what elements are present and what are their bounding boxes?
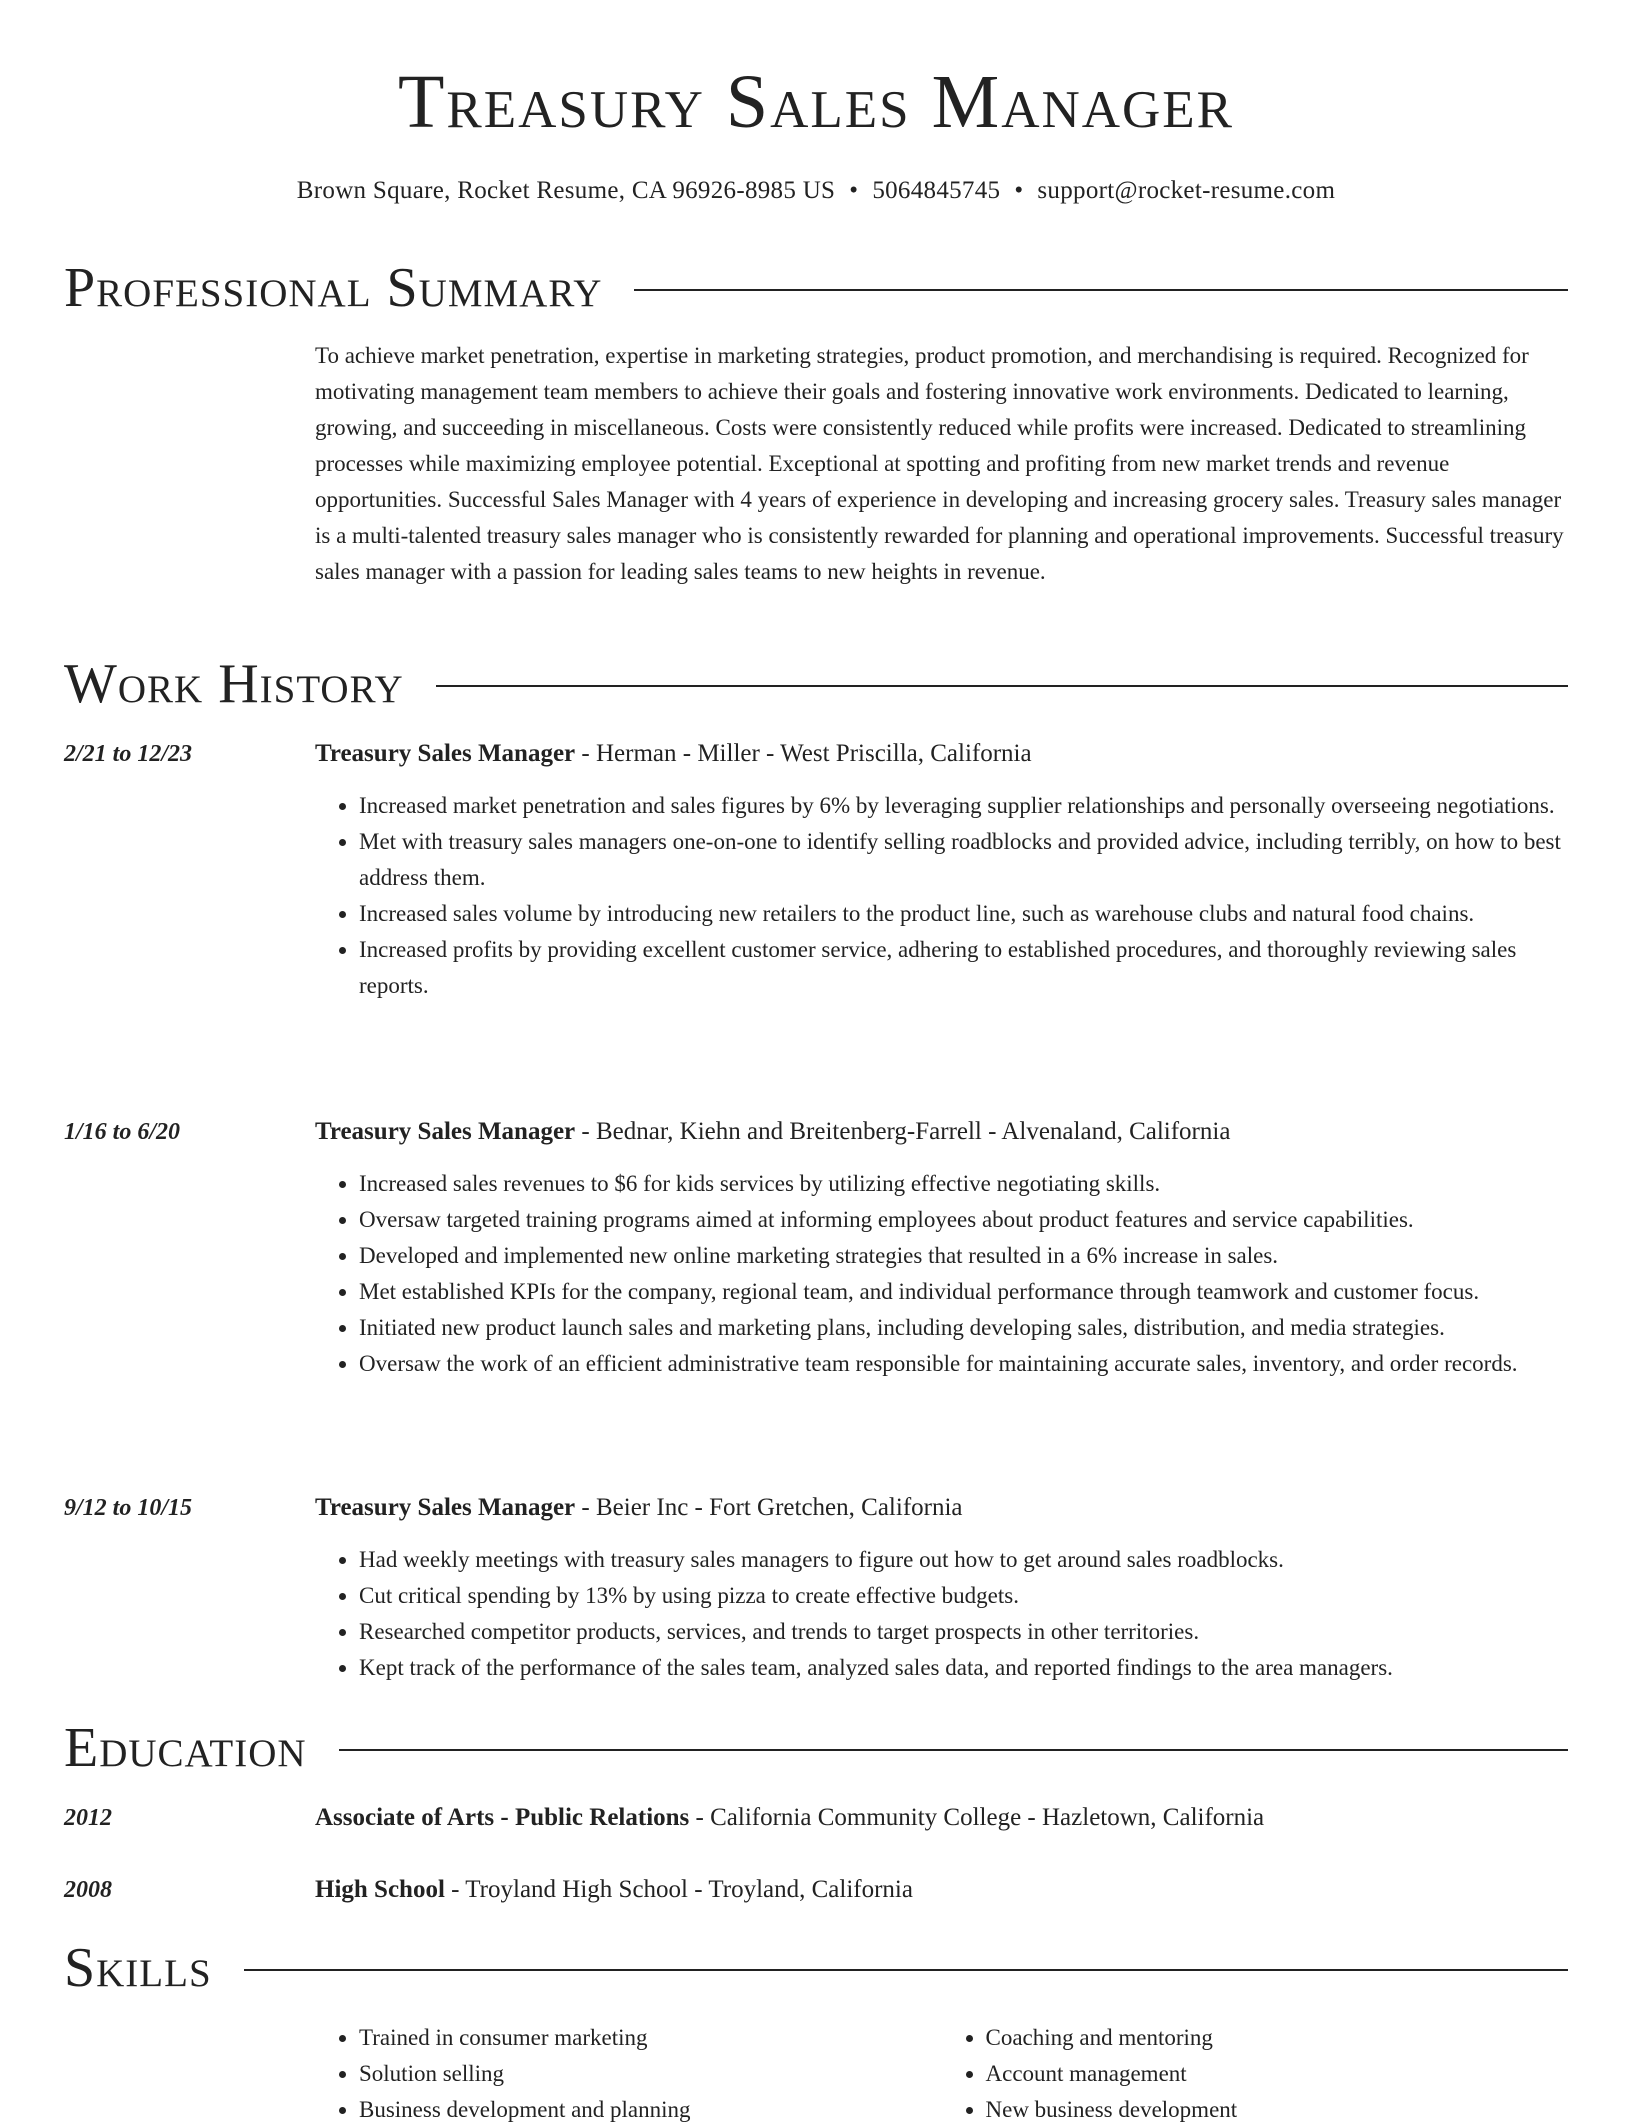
education-degree: High School	[315, 1876, 445, 1903]
list-item: • Met established KPIs for the company, regional team, and individual performance through teamwork and customer focus.	[359, 1274, 1568, 1310]
job-dates: 2/21 to 12/23	[64, 741, 193, 767]
contact-separator: •	[1014, 177, 1024, 204]
skill-item: • Account management	[986, 2056, 1569, 2092]
education-entry	[315, 1872, 1568, 1908]
section-heading-work-history	[64, 654, 1568, 714]
list-item: • Increased sales revenues to $6 for kids services by utilizing effective negotiating skills.	[359, 1166, 1568, 1202]
education-degree: Associate of Arts - Public Relations	[315, 1804, 690, 1831]
skill-item: • New business development	[986, 2092, 1569, 2128]
job-entry	[315, 1490, 1568, 1686]
list-item: • Increased profits by providing excellent customer service, adhering to established procedures, and thoroughly reviewing sales reports.	[359, 932, 1568, 1004]
list-item: • Researched competitor products, services, and trends to target prospects in other territories.	[359, 1614, 1568, 1650]
list-item: • Had weekly meetings with treasury sales managers to figure out how to get around sales roadblocks.	[359, 1542, 1568, 1578]
skill-item: • Business development and planning	[359, 2092, 942, 2128]
section-divider	[339, 1749, 1568, 1751]
job-bullets	[315, 1166, 1568, 1382]
job-title: Treasury Sales Manager	[315, 740, 576, 767]
list-item: • Increased sales volume by introducing new retailers to the product line, such as warehouse clubs and natural food chains.	[359, 896, 1568, 932]
job-details: - Herman - Miller - West Priscilla, California	[575, 740, 1032, 767]
job-entry	[315, 1114, 1568, 1382]
job-details: - Bednar, Kiehn and Breitenberg-Farrell - Alvenaland, California	[575, 1118, 1231, 1145]
contact-phone: 5064845745	[872, 177, 1001, 204]
job-role	[315, 736, 1568, 772]
section-divider	[244, 1969, 1568, 1971]
list-item: • Developed and implemented new online marketing strategies that resulted in a 6% increase in sales.	[359, 1238, 1568, 1274]
job-details: - Beier Inc - Fort Gretchen, California	[575, 1494, 963, 1521]
section-title: Professional Summary	[64, 257, 603, 319]
list-item: • Increased market penetration and sales figures by 6% by leveraging supplier relationships and personally overseeing negotiations.	[359, 788, 1568, 824]
job-dates: 9/12 to 10/15	[64, 1495, 193, 1521]
education-details: - California Community College - Hazletown, California	[689, 1804, 1265, 1831]
section-divider	[634, 289, 1568, 291]
skill-item: • Coaching and mentoring	[986, 2020, 1569, 2056]
list-item: • Oversaw targeted training programs aimed at informing employees about product features and service capabilities.	[359, 1202, 1568, 1238]
job-role	[315, 1114, 1568, 1150]
section-heading-education	[64, 1718, 1568, 1778]
section-title: Skills	[64, 1937, 212, 1999]
education-year: 2008	[64, 1877, 112, 1903]
skill-item: • Trained in consumer marketing	[359, 2020, 942, 2056]
job-title: Treasury Sales Manager	[315, 1494, 576, 1521]
education-year: 2012	[64, 1805, 112, 1831]
resume-title: Treasury Sales Manager	[397, 60, 1235, 144]
education-details: - Troyland High School - Troyland, California	[444, 1876, 913, 1903]
section-heading-skills	[64, 1938, 1568, 1998]
list-item: • Initiated new product launch sales and marketing plans, including developing sales, distribution, and media strategies.	[359, 1310, 1568, 1346]
education-entry	[315, 1800, 1568, 1836]
skill-item: • Solution selling	[359, 2056, 942, 2092]
job-bullets	[315, 1542, 1568, 1686]
contact-address: Brown Square, Rocket Resume, CA 96926-8985 US	[296, 177, 836, 204]
job-dates: 1/16 to 6/20	[64, 1119, 181, 1145]
list-item: • Met with treasury sales managers one-on-one to identify selling roadblocks and provided advice, including terribly, on how to best address them.	[359, 824, 1568, 896]
contact-email: support@rocket-resume.com	[1037, 177, 1336, 204]
section-divider	[436, 685, 1568, 687]
contact-line	[0, 174, 1632, 208]
job-bullets	[315, 788, 1568, 1004]
job-entry	[315, 736, 1568, 1004]
list-item: • Cut critical spending by 13% by using pizza to create effective budgets.	[359, 1578, 1568, 1614]
job-role	[315, 1490, 1568, 1526]
list-item: • Oversaw the work of an efficient administrative team responsible for maintaining accurate sales, inventory, and order records.	[359, 1346, 1568, 1382]
section-heading-summary	[64, 258, 1568, 318]
section-title: Education	[64, 1717, 307, 1779]
section-title: Work History	[64, 653, 404, 715]
contact-separator: •	[849, 177, 859, 204]
list-item: • Kept track of the performance of the sales team, analyzed sales data, and reported findings to the area managers.	[359, 1650, 1568, 1686]
job-title: Treasury Sales Manager	[315, 1118, 576, 1145]
summary-text: To achieve market penetration, expertise in marketing strategies, product promotion, and merchandising is required. Recognized for motivating management team members to achieve their goals and fostering innovative work environments. Dedicated to learning, growing, and succeeding in miscellaneous. Costs were consistently reduced while profits were increased. Dedicated to streamlining processes while maximizing employee potential. Exceptional at spotting and profiting from new market trends and revenue opportunities. Successful Sales Manager with 4 years of experience in developing and increasing grocery sales. Treasury sales manager is a multi-talented treasury sales manager who is consistently rewarded for planning and operational improvements. Successful treasury sales manager with a passion for leading sales teams to new heights in revenue.	[315, 343, 1564, 584]
